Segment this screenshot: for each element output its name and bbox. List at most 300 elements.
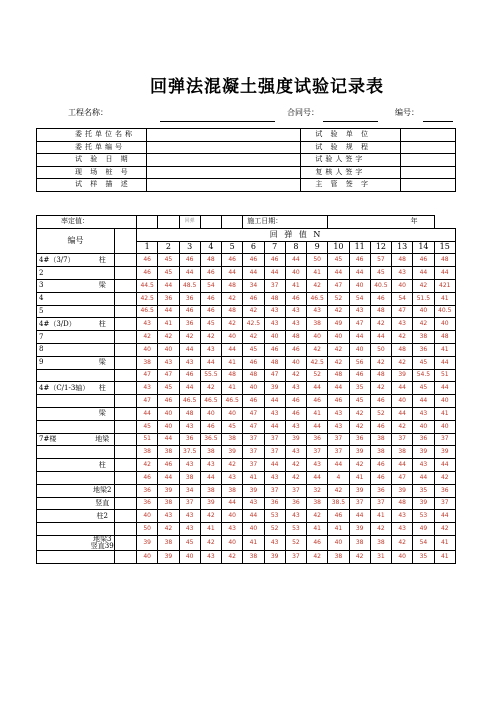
- rebound-value[interactable]: 36: [179, 318, 200, 331]
- rebound-value[interactable]: 45: [200, 318, 221, 331]
- rebound-value[interactable]: 42: [392, 356, 413, 369]
- rebound-value[interactable]: 38: [349, 535, 370, 550]
- rebound-value[interactable]: 421: [434, 279, 455, 292]
- rebound-value[interactable]: 42: [243, 331, 264, 344]
- rebound-value[interactable]: 42: [349, 459, 370, 472]
- rebound-value[interactable]: 37: [243, 459, 264, 472]
- rebound-value[interactable]: 36: [307, 433, 328, 446]
- rebound-value[interactable]: 47: [264, 369, 285, 382]
- rebound-value[interactable]: 46.5: [200, 395, 221, 408]
- rebound-value[interactable]: 47: [392, 305, 413, 318]
- rebound-value[interactable]: 54: [392, 292, 413, 305]
- rebound-value[interactable]: 57: [370, 254, 391, 267]
- rebound-value[interactable]: 44: [264, 459, 285, 472]
- rebound-value[interactable]: 42: [200, 382, 221, 395]
- rebound-value[interactable]: 44: [285, 254, 306, 267]
- rebound-value[interactable]: 45: [158, 267, 179, 280]
- rebound-value[interactable]: 38: [179, 471, 200, 484]
- rebound-value[interactable]: 43: [179, 420, 200, 433]
- info-left-value[interactable]: [146, 179, 301, 192]
- rebound-value[interactable]: 44: [434, 382, 455, 395]
- rebound-value[interactable]: 43: [179, 523, 200, 536]
- rebound-value[interactable]: 53: [413, 510, 434, 523]
- rebound-value[interactable]: 42: [328, 356, 349, 369]
- rebound-value[interactable]: 42: [222, 318, 243, 331]
- rebound-value[interactable]: 44: [158, 279, 179, 292]
- rebound-value[interactable]: 42.5: [243, 318, 264, 331]
- rebound-value[interactable]: 39: [413, 446, 434, 459]
- rebound-value[interactable]: 4: [328, 471, 349, 484]
- rebound-value[interactable]: 43: [200, 550, 221, 563]
- rebound-value[interactable]: 41: [243, 471, 264, 484]
- rebound-value[interactable]: 44: [264, 395, 285, 408]
- rebound-value[interactable]: 43: [179, 356, 200, 369]
- rebound-value[interactable]: 37: [370, 497, 391, 510]
- rebound-value[interactable]: 42: [307, 343, 328, 356]
- rebound-value[interactable]: 43: [264, 407, 285, 420]
- rebound-value[interactable]: 32: [307, 484, 328, 497]
- rebound-value[interactable]: 40: [434, 395, 455, 408]
- rebound-value[interactable]: 48: [392, 343, 413, 356]
- project-name-field[interactable]: [160, 121, 275, 122]
- rebound-value[interactable]: 40: [222, 407, 243, 420]
- rebound-value[interactable]: 48: [264, 292, 285, 305]
- rebound-value[interactable]: 44: [434, 267, 455, 280]
- rebound-value[interactable]: 41: [370, 510, 391, 523]
- rebound-value[interactable]: 37: [285, 550, 306, 563]
- rebound-value[interactable]: 40: [434, 420, 455, 433]
- rebound-value[interactable]: 47: [243, 420, 264, 433]
- rebound-value[interactable]: 39: [264, 382, 285, 395]
- rebound-value[interactable]: 40: [328, 331, 349, 344]
- rebound-value[interactable]: 44: [137, 407, 158, 420]
- rebound-value[interactable]: 41: [434, 292, 455, 305]
- rebound-value[interactable]: 41: [307, 523, 328, 536]
- rebound-value[interactable]: 40: [264, 331, 285, 344]
- rebound-value[interactable]: 42: [137, 331, 158, 344]
- rebound-value[interactable]: 36: [285, 497, 306, 510]
- rebound-value[interactable]: 54.5: [413, 369, 434, 382]
- rebound-value[interactable]: 37: [392, 433, 413, 446]
- rebound-value[interactable]: 35: [349, 382, 370, 395]
- rebound-value[interactable]: 42: [413, 279, 434, 292]
- rebound-value[interactable]: 43: [349, 305, 370, 318]
- rebound-value[interactable]: 44: [158, 433, 179, 446]
- rebound-value[interactable]: 42: [413, 318, 434, 331]
- rebound-value[interactable]: 42: [243, 305, 264, 318]
- rebound-value[interactable]: 43: [285, 305, 306, 318]
- rebound-value[interactable]: 44: [158, 305, 179, 318]
- record-number-field[interactable]: [423, 121, 453, 122]
- rebound-value[interactable]: 37: [179, 497, 200, 510]
- rebound-value[interactable]: 45: [222, 420, 243, 433]
- rebound-value[interactable]: 41: [434, 550, 455, 563]
- info-right-value[interactable]: [401, 179, 456, 192]
- info-right-value[interactable]: [401, 141, 456, 154]
- rebound-value[interactable]: 43: [285, 420, 306, 433]
- rebound-value[interactable]: 46: [264, 343, 285, 356]
- rebound-value[interactable]: 46: [243, 356, 264, 369]
- rebound-value[interactable]: 40: [285, 356, 306, 369]
- rebound-value[interactable]: 54: [200, 279, 221, 292]
- rebound-value[interactable]: 43: [264, 305, 285, 318]
- rebound-value[interactable]: 44: [307, 382, 328, 395]
- rebound-value[interactable]: 44: [434, 459, 455, 472]
- rebound-value[interactable]: 48: [392, 254, 413, 267]
- rebound-value[interactable]: 44: [222, 497, 243, 510]
- rebound-value[interactable]: 43: [158, 356, 179, 369]
- rebound-value[interactable]: 43: [413, 407, 434, 420]
- rebound-value[interactable]: 46: [158, 459, 179, 472]
- rebound-value[interactable]: 42: [179, 331, 200, 344]
- rebound-value[interactable]: 41: [200, 523, 221, 536]
- rebound-value[interactable]: 44: [413, 395, 434, 408]
- rebound-value[interactable]: 37: [328, 433, 349, 446]
- rebound-value[interactable]: 46: [349, 369, 370, 382]
- rebound-value[interactable]: 52: [264, 523, 285, 536]
- rebound-value[interactable]: 41: [243, 535, 264, 550]
- rebound-value[interactable]: 37: [307, 446, 328, 459]
- rebound-value[interactable]: 44: [349, 510, 370, 523]
- rebound-value[interactable]: 44: [264, 420, 285, 433]
- rebound-value[interactable]: 39: [434, 446, 455, 459]
- rebound-value[interactable]: 43: [392, 267, 413, 280]
- rebound-value[interactable]: 41: [328, 523, 349, 536]
- rebound-value[interactable]: 43: [285, 382, 306, 395]
- rebound-value[interactable]: 37: [243, 433, 264, 446]
- rebound-value[interactable]: 44: [349, 331, 370, 344]
- rebound-value[interactable]: 36: [264, 497, 285, 510]
- info-right-value[interactable]: [401, 129, 456, 142]
- rebound-value[interactable]: 40: [392, 279, 413, 292]
- rebound-value[interactable]: 49: [328, 318, 349, 331]
- blank-cell[interactable]: [222, 216, 243, 229]
- calibration-value-cell[interactable]: [158, 216, 179, 229]
- rebound-value[interactable]: 47: [158, 369, 179, 382]
- rebound-value[interactable]: 40: [158, 407, 179, 420]
- rebound-value[interactable]: 48: [264, 356, 285, 369]
- rebound-value[interactable]: 42: [392, 420, 413, 433]
- rebound-value[interactable]: 46: [370, 395, 391, 408]
- rebound-value[interactable]: 34: [243, 279, 264, 292]
- rebound-value[interactable]: 45: [370, 267, 391, 280]
- rebound-value[interactable]: 39: [285, 433, 306, 446]
- rebound-value[interactable]: 46: [370, 459, 391, 472]
- rebound-value[interactable]: 41: [222, 356, 243, 369]
- rebound-value[interactable]: 49: [413, 523, 434, 536]
- rebound-value[interactable]: 46: [179, 254, 200, 267]
- rebound-value[interactable]: 43: [179, 510, 200, 523]
- rebound-value[interactable]: 46: [370, 292, 391, 305]
- rebound-value[interactable]: 39: [158, 484, 179, 497]
- rebound-value[interactable]: 43: [158, 510, 179, 523]
- rebound-value[interactable]: 40: [307, 331, 328, 344]
- rebound-value[interactable]: 46: [264, 254, 285, 267]
- rebound-value[interactable]: 39: [349, 523, 370, 536]
- rebound-value[interactable]: 43: [264, 318, 285, 331]
- rebound-value[interactable]: 42: [349, 550, 370, 563]
- rebound-value[interactable]: 36: [179, 433, 200, 446]
- rebound-value[interactable]: 46: [349, 254, 370, 267]
- rebound-value[interactable]: 43: [328, 420, 349, 433]
- rebound-value[interactable]: 45: [137, 420, 158, 433]
- rebound-value[interactable]: 40: [392, 395, 413, 408]
- rebound-value[interactable]: 48: [222, 279, 243, 292]
- rebound-value[interactable]: 43: [243, 497, 264, 510]
- rebound-value[interactable]: 48: [370, 369, 391, 382]
- rebound-value[interactable]: 38: [243, 550, 264, 563]
- rebound-value[interactable]: 52: [370, 407, 391, 420]
- rebound-value[interactable]: 46: [285, 395, 306, 408]
- rebound-value[interactable]: 39: [137, 535, 158, 550]
- rebound-value[interactable]: 48: [243, 369, 264, 382]
- rebound-value[interactable]: 42: [285, 471, 306, 484]
- rebound-value[interactable]: 45: [413, 356, 434, 369]
- rebound-value[interactable]: 44: [264, 267, 285, 280]
- rebound-value[interactable]: 47: [392, 471, 413, 484]
- rebound-value[interactable]: 44: [179, 382, 200, 395]
- rebound-value[interactable]: 43: [137, 382, 158, 395]
- rebound-value[interactable]: 46: [137, 267, 158, 280]
- blank-cell[interactable]: [200, 216, 221, 229]
- rebound-value[interactable]: 42: [222, 292, 243, 305]
- rebound-value[interactable]: 42: [137, 459, 158, 472]
- rebound-value[interactable]: 44: [392, 382, 413, 395]
- rebound-value[interactable]: 43: [392, 318, 413, 331]
- rebound-value[interactable]: 48: [328, 369, 349, 382]
- rebound-value[interactable]: 48: [434, 254, 455, 267]
- rebound-value[interactable]: 38: [392, 446, 413, 459]
- rebound-value[interactable]: 40: [179, 550, 200, 563]
- rebound-value[interactable]: 39: [158, 550, 179, 563]
- rebound-value[interactable]: 47: [137, 395, 158, 408]
- rebound-value[interactable]: 40: [413, 420, 434, 433]
- rebound-value[interactable]: 43: [328, 407, 349, 420]
- rebound-value[interactable]: 42: [328, 343, 349, 356]
- rebound-value[interactable]: 43: [222, 523, 243, 536]
- rebound-value[interactable]: 46: [285, 343, 306, 356]
- rebound-value[interactable]: 42: [392, 331, 413, 344]
- rebound-value[interactable]: 46: [328, 510, 349, 523]
- rebound-value[interactable]: 44: [158, 471, 179, 484]
- rebound-value[interactable]: 44: [307, 420, 328, 433]
- rebound-value[interactable]: 44: [243, 510, 264, 523]
- rebound-value[interactable]: 53: [264, 510, 285, 523]
- rebound-value[interactable]: 38: [222, 484, 243, 497]
- rebound-value[interactable]: 44: [413, 267, 434, 280]
- rebound-value[interactable]: 46: [243, 254, 264, 267]
- rebound-value[interactable]: 48: [179, 407, 200, 420]
- rebound-value[interactable]: 45: [328, 254, 349, 267]
- rebound-value[interactable]: 44: [200, 471, 221, 484]
- rebound-value[interactable]: 44: [222, 267, 243, 280]
- rebound-value[interactable]: 42: [222, 550, 243, 563]
- rebound-value[interactable]: 42: [434, 523, 455, 536]
- rebound-value[interactable]: 31: [370, 550, 391, 563]
- rebound-value[interactable]: 37: [285, 484, 306, 497]
- rebound-value[interactable]: 36.5: [200, 433, 221, 446]
- rebound-value[interactable]: 55.5: [200, 369, 221, 382]
- rebound-value[interactable]: 41: [307, 407, 328, 420]
- rebound-value[interactable]: 42: [349, 420, 370, 433]
- rebound-value[interactable]: 43: [285, 510, 306, 523]
- rebound-value[interactable]: 39: [392, 484, 413, 497]
- rebound-value[interactable]: 38: [158, 446, 179, 459]
- info-right-value[interactable]: [401, 166, 456, 179]
- rebound-value[interactable]: 51: [137, 433, 158, 446]
- rebound-value[interactable]: 42: [200, 535, 221, 550]
- rebound-value[interactable]: 44: [434, 510, 455, 523]
- rebound-value[interactable]: 44: [413, 471, 434, 484]
- rebound-value[interactable]: 46: [137, 471, 158, 484]
- rebound-value[interactable]: 42: [328, 305, 349, 318]
- rebound-value[interactable]: 37: [264, 484, 285, 497]
- rebound-value[interactable]: 46: [243, 395, 264, 408]
- rebound-value[interactable]: 38: [370, 446, 391, 459]
- rebound-value[interactable]: 48: [222, 369, 243, 382]
- rebound-value[interactable]: 37: [349, 497, 370, 510]
- rebound-value[interactable]: 53: [285, 523, 306, 536]
- rebound-value[interactable]: 36: [137, 497, 158, 510]
- rebound-value[interactable]: 46: [285, 407, 306, 420]
- rebound-value[interactable]: 42: [307, 510, 328, 523]
- rebound-value[interactable]: 43: [137, 318, 158, 331]
- rebound-value[interactable]: 46: [200, 267, 221, 280]
- rebound-value[interactable]: 37: [264, 433, 285, 446]
- rebound-value[interactable]: 45: [158, 254, 179, 267]
- rebound-value[interactable]: 42: [222, 459, 243, 472]
- rebound-value[interactable]: 42.5: [307, 356, 328, 369]
- rebound-value[interactable]: 43: [179, 459, 200, 472]
- rebound-value[interactable]: 42.5: [137, 292, 158, 305]
- rebound-value[interactable]: 42: [307, 279, 328, 292]
- rebound-value[interactable]: 56: [349, 356, 370, 369]
- rebound-value[interactable]: 52: [328, 292, 349, 305]
- rebound-value[interactable]: 43: [392, 523, 413, 536]
- rebound-value[interactable]: 51: [434, 369, 455, 382]
- rebound-value[interactable]: 44: [179, 343, 200, 356]
- rebound-value[interactable]: 38: [137, 446, 158, 459]
- rebound-value[interactable]: 39: [349, 484, 370, 497]
- rebound-value[interactable]: 38: [137, 356, 158, 369]
- rebound-value[interactable]: 40: [137, 510, 158, 523]
- rebound-value[interactable]: 45: [158, 382, 179, 395]
- rebound-value[interactable]: 40: [243, 523, 264, 536]
- rebound-value[interactable]: 38: [328, 550, 349, 563]
- rebound-value[interactable]: 37: [328, 446, 349, 459]
- rebound-value[interactable]: 40: [328, 535, 349, 550]
- rebound-value[interactable]: 46: [200, 292, 221, 305]
- rebound-value[interactable]: 45: [179, 535, 200, 550]
- rebound-value[interactable]: 38: [200, 446, 221, 459]
- rebound-value[interactable]: 44: [370, 331, 391, 344]
- rebound-value[interactable]: 48: [392, 497, 413, 510]
- rebound-value[interactable]: 40.5: [370, 279, 391, 292]
- info-left-value[interactable]: [146, 154, 301, 167]
- rebound-value[interactable]: 39: [200, 497, 221, 510]
- rebound-value[interactable]: 37: [434, 497, 455, 510]
- info-left-value[interactable]: [146, 141, 301, 154]
- rebound-value[interactable]: 48: [200, 254, 221, 267]
- rebound-value[interactable]: 36: [349, 433, 370, 446]
- rebound-value[interactable]: 46: [243, 292, 264, 305]
- rebound-value[interactable]: 40: [349, 343, 370, 356]
- rebound-value[interactable]: 44: [349, 267, 370, 280]
- rebound-value[interactable]: 46: [307, 535, 328, 550]
- rebound-value[interactable]: 44: [434, 356, 455, 369]
- rebound-value[interactable]: 44: [200, 356, 221, 369]
- rebound-value[interactable]: 46: [222, 254, 243, 267]
- rebound-value[interactable]: 48: [285, 331, 306, 344]
- rebound-value[interactable]: 40: [413, 305, 434, 318]
- rebound-value[interactable]: 36: [434, 484, 455, 497]
- rebound-value[interactable]: 47: [137, 369, 158, 382]
- rebound-value[interactable]: 37: [264, 446, 285, 459]
- rebound-value[interactable]: 34: [179, 484, 200, 497]
- rebound-value[interactable]: 38: [370, 535, 391, 550]
- rebound-value[interactable]: 39: [392, 369, 413, 382]
- rebound-value[interactable]: 46.5: [179, 395, 200, 408]
- rebound-value[interactable]: 44: [392, 459, 413, 472]
- rebound-value[interactable]: 48: [222, 305, 243, 318]
- rebound-value[interactable]: 43: [392, 510, 413, 523]
- rebound-value[interactable]: 40: [137, 343, 158, 356]
- contract-number-field[interactable]: [323, 121, 378, 122]
- rebound-value[interactable]: 47: [243, 407, 264, 420]
- rebound-value[interactable]: 46.5: [307, 292, 328, 305]
- rebound-value[interactable]: 45: [243, 343, 264, 356]
- rebound-value[interactable]: 54: [413, 535, 434, 550]
- rebound-value[interactable]: 38.5: [328, 497, 349, 510]
- rebound-value[interactable]: 41: [158, 318, 179, 331]
- rebound-value[interactable]: 42: [370, 382, 391, 395]
- rebound-value[interactable]: 42: [200, 331, 221, 344]
- rebound-value[interactable]: 40: [200, 407, 221, 420]
- rebound-value[interactable]: 47: [349, 318, 370, 331]
- rebound-value[interactable]: 38: [370, 433, 391, 446]
- rebound-value[interactable]: 44: [328, 382, 349, 395]
- rebound-value[interactable]: 46.5: [137, 305, 158, 318]
- rebound-value[interactable]: 46.5: [222, 395, 243, 408]
- rebound-value[interactable]: 44: [328, 267, 349, 280]
- rebound-value[interactable]: 40: [243, 382, 264, 395]
- rebound-value[interactable]: 36: [179, 292, 200, 305]
- rebound-value[interactable]: 44: [222, 343, 243, 356]
- rebound-value[interactable]: 44: [328, 459, 349, 472]
- rebound-value[interactable]: 42: [158, 331, 179, 344]
- rebound-value[interactable]: 43: [222, 471, 243, 484]
- rebound-value[interactable]: 46: [370, 420, 391, 433]
- rebound-value[interactable]: 44.5: [137, 279, 158, 292]
- rebound-value[interactable]: 35: [413, 550, 434, 563]
- rebound-value[interactable]: 42: [370, 523, 391, 536]
- rebound-value[interactable]: 39: [264, 550, 285, 563]
- rebound-value[interactable]: 40: [222, 535, 243, 550]
- rebound-value[interactable]: 40: [349, 279, 370, 292]
- rebound-value[interactable]: 37: [434, 433, 455, 446]
- rebound-value[interactable]: 46: [179, 369, 200, 382]
- rebound-value[interactable]: 41: [285, 279, 306, 292]
- rebound-value[interactable]: 46: [370, 471, 391, 484]
- rebound-value[interactable]: 41: [349, 471, 370, 484]
- rebound-value[interactable]: 44: [243, 267, 264, 280]
- rebound-value[interactable]: 48: [434, 331, 455, 344]
- rebound-value[interactable]: 42: [392, 535, 413, 550]
- rebound-value[interactable]: 42: [349, 407, 370, 420]
- rebound-value[interactable]: 43: [285, 318, 306, 331]
- rebound-value[interactable]: 36: [370, 484, 391, 497]
- rebound-value[interactable]: 42: [434, 471, 455, 484]
